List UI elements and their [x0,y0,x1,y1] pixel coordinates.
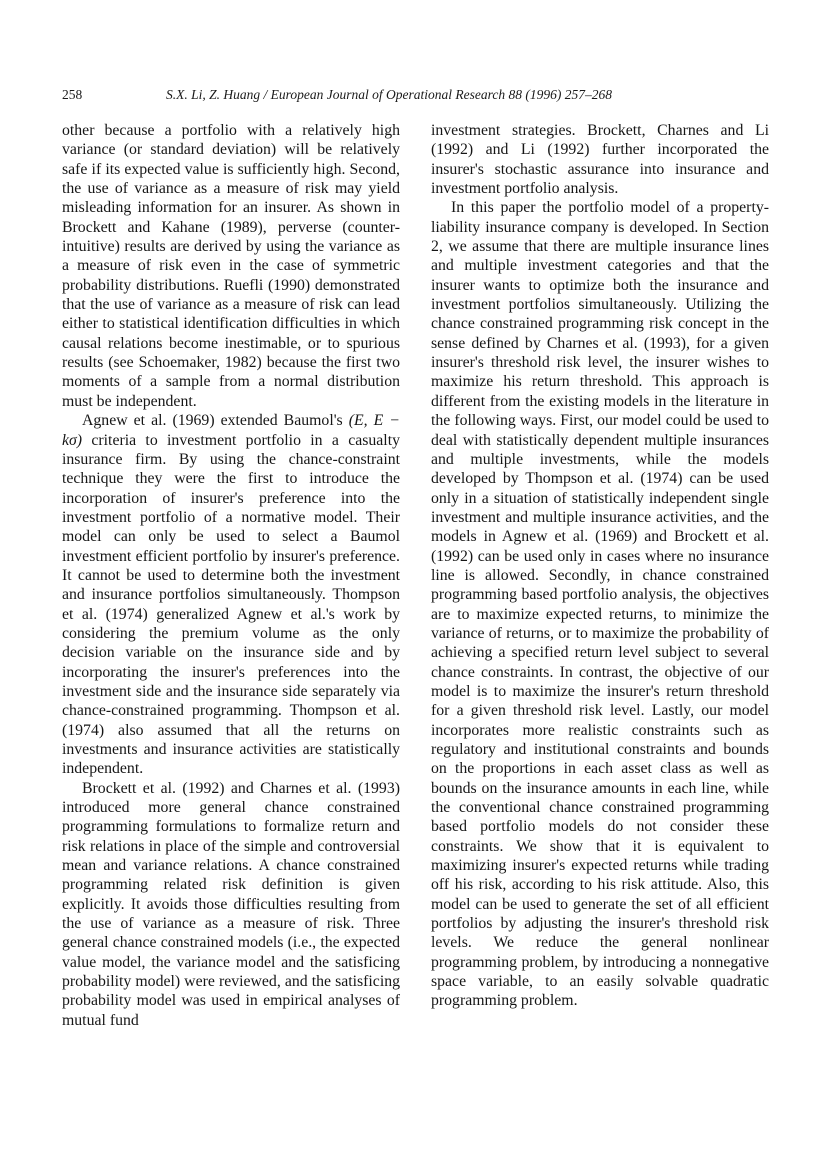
paragraph: Brockett et al. (1992) and Charnes et al. (1993) introduced more general chance constrained programming formulations to formalize return and risk relations in place of the simple and controversial mean and variance relations. A chance constrained programming related risk definition is given explicitly. It avoids those difficulties resulting from the use of variance as a measure of risk. Three general chance constrained models (i.e., the expected value model, the variance model and the satisficing probability model) were reviewed, and the satisficing probability model was used in empirical analyses of mutual fund [62,779,400,1029]
paragraph: In this paper the portfolio model of a property-liability insurance company is developed. In Section 2, we assume that there are multiple insurance lines and multiple investment categories and that the insurer wants to optimize both the insurance and investment portfolios simultaneously. Utilizing the chance constrained programming risk concept in the sense defined by Charnes et al. (1993), for a given insurer's threshold risk level, the insurer wishes to maximize his return threshold. This approach is different from the existing models in the literature in the following ways. First, our model could be used to deal with statistically dependent multiple insurances and multiple investments, while the models developed by Thompson et al. (1974) can be used only in a situation of statistically independent single investment and multiple insurance activities, and the models in Agnew et al. (1969) and Brockett et al. (1992) can be used only in cases where no insurance line is allowed. Secondly, in chance constrained programming based portfolio analysis, the objectives are to maximize expected returns, to minimize the variance of returns, or to maximize the probability of achieving a specified return level subject to several chance constraints. In contrast, the objective of our model is to maximize the insurer's return threshold for a given threshold risk level. Lastly, our model incorporates more realistic constraints such as regulatory and institutional constraints and bounds on the proportions in each asset class as well as bounds on the insurance amounts in each line, while the conventional chance constrained programming based portfolio models do not consider these constraints. We show that it is equivalent to maximizing insurer's expected returns while trading off his risk, according to his risk attitude. Also, this model can be used to generate the set of all efficient portfolios by adjusting the insurer's threshold risk levels. We reduce the general nonlinear programming problem, by introducing a nonnegative space variable, to an easily solvable quadratic programming problem. [431,199,769,1010]
math-expression: (E, E − kσ) [62,412,400,449]
paragraph-text: Agnew et al. (1969) extended Baumol's [82,412,343,430]
paragraph: investment strategies. Brockett, Charnes and Li (1992) and Li (1992) further incorporated the insurer's stochastic assurance into insurance and investment portfolio analysis. [431,122,769,198]
paragraph [62,411,400,779]
page-number: 258 [62,87,83,102]
page-header [62,87,770,107]
paragraph: other because a portfolio with a relatively high variance (or standard deviation) will be relatively safe if its expected value is sufficiently high. Second, the use of variance as a measure of risk may yield misleading information for an insurer. As shown in Brockett and Kahane (1989), perverse (counter-intuitive) results are derived by using the variance as a measure of risk even in the case of symmetric probability distributions. Ruefli (1990) demonstrated that the use of variance as a measure of risk can lead either to statistical identification difficulties in which causal relations become inestimable, or to spurious results (see Schoemaker, 1982) because the first two moments of a sample from a normal distribution must be independent. [62,122,400,410]
left-column [62,121,400,1030]
running-head: S.X. Li, Z. Huang / European Journal of Operational Research 88 (1996) 257–268 [166,87,612,102]
paragraph-text: criteria to investment portfolio in a casualty insurance firm. By using the chance-constraint technique they were the first to introduce the incorporation of insurer's preference into the investment portfolio of a normative model. Their model can only be used to select a Baumol investment efficient portfolio by insurer's preference. It cannot be used to determine both the investment and insurance portfolios simultaneously. Thompson et al. (1974) generalized Agnew et al.'s work by considering the premium volume as the only decision variable on the insurance side and by incorporating the insurer's preferences into the investment side and the insurance side separately via chance-constrained programming. Thompson et al. (1974) also assumed that all the returns on investments and insurance activities are statistically independent. [62,431,400,778]
right-column [431,121,769,1011]
